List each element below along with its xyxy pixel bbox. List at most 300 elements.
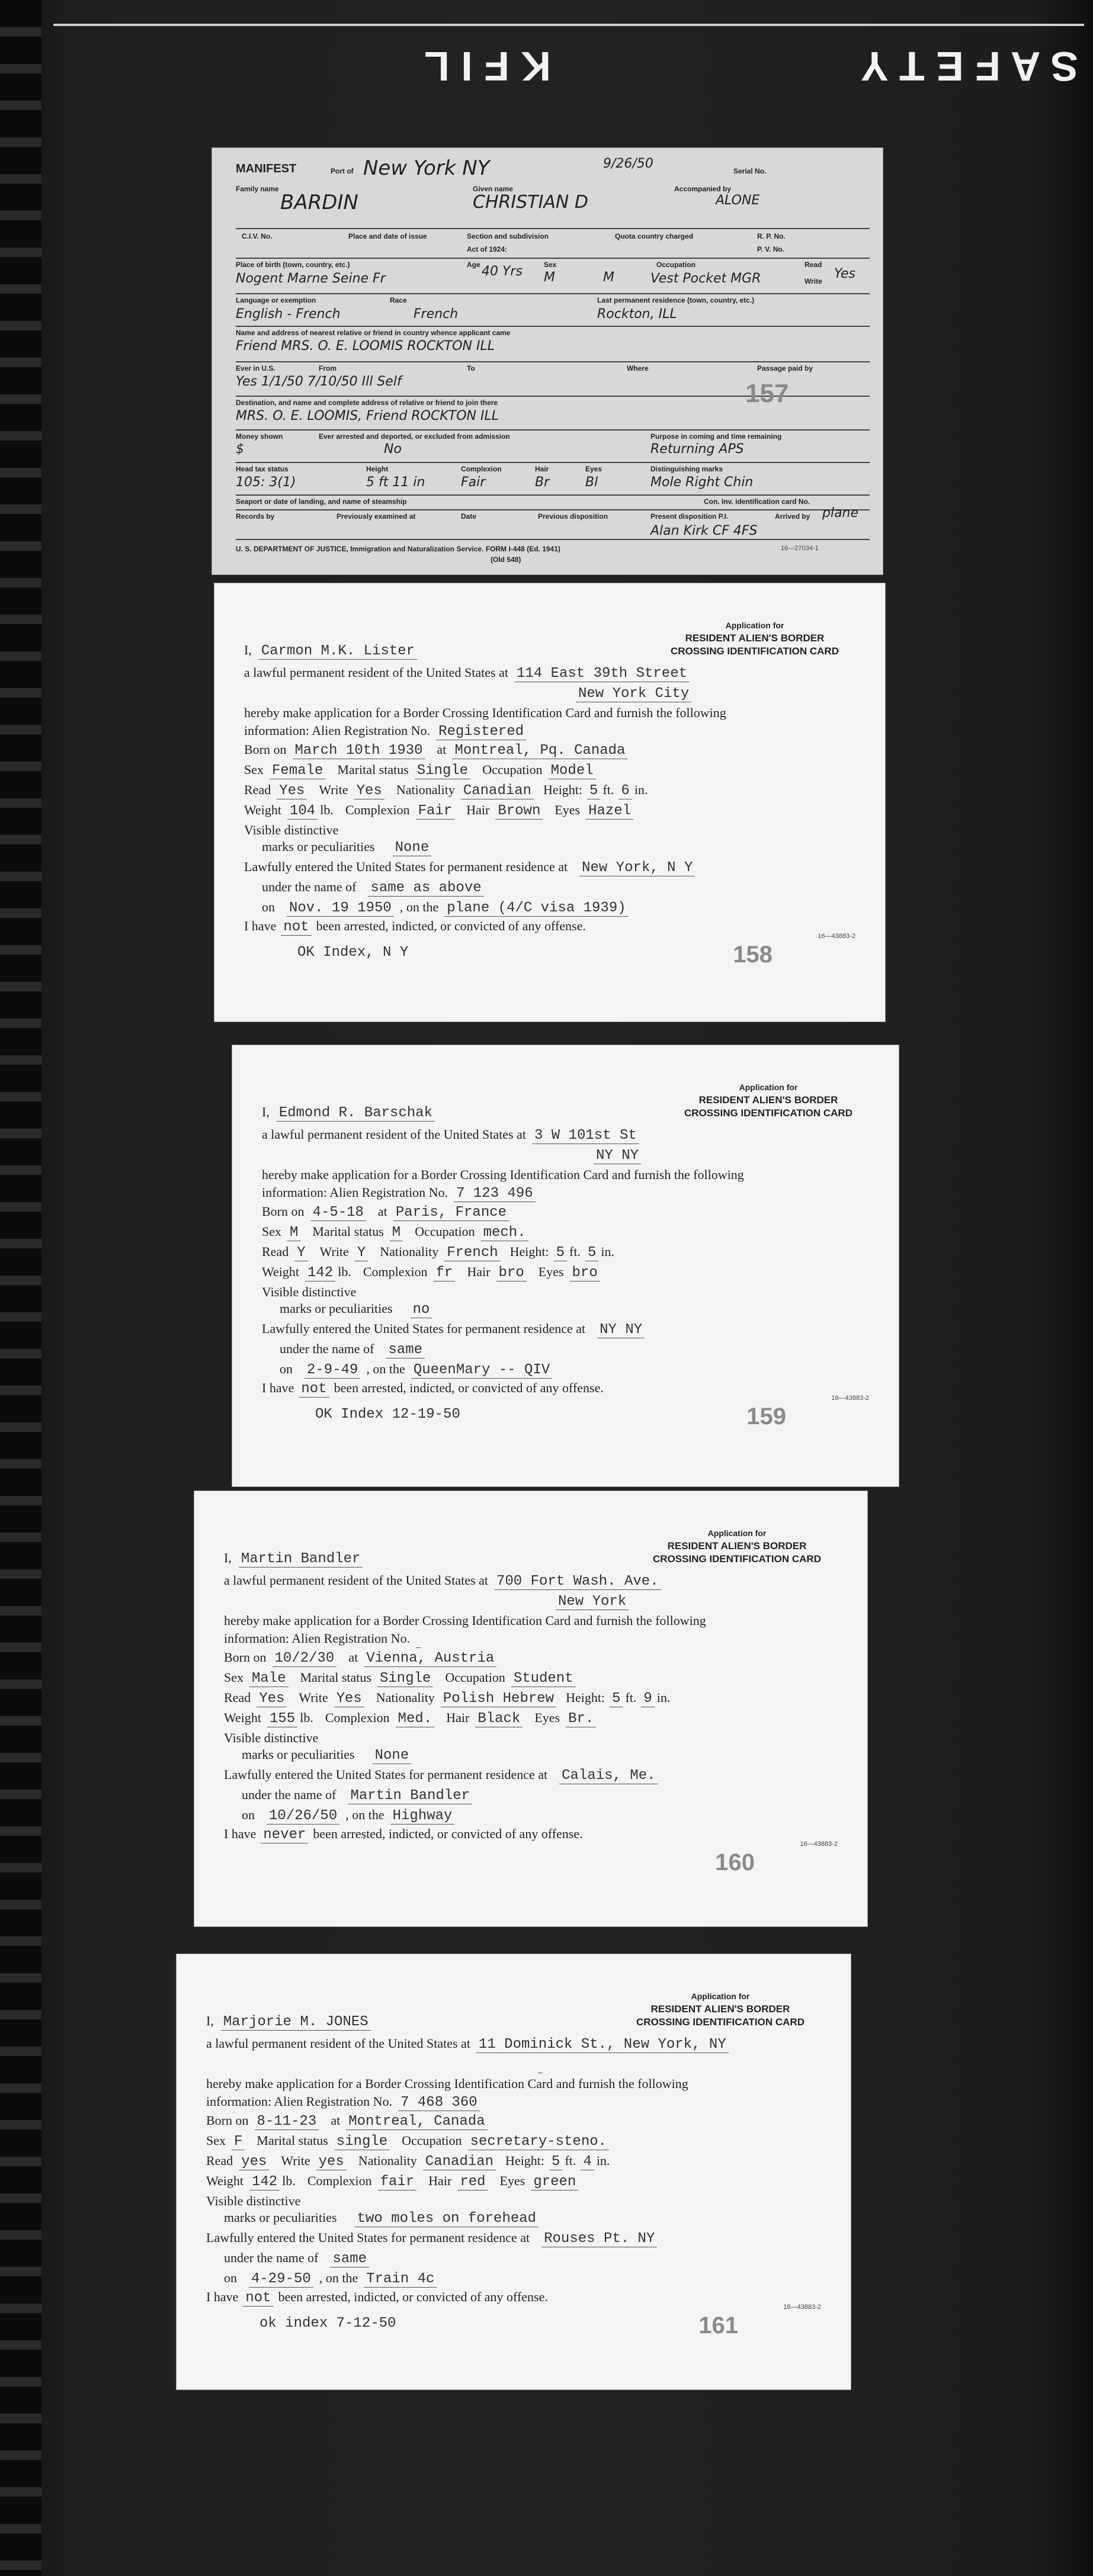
- form-line: [224, 1593, 629, 1610]
- marital-status-value: Single: [377, 1671, 433, 1687]
- occupation-value: Student: [511, 1671, 576, 1687]
- form-line: [244, 839, 431, 856]
- weight-value: 104: [287, 803, 318, 820]
- destination-value: MRS. O. E. LOOMIS, Friend ROCKTON ILL: [236, 409, 499, 423]
- form-line: [224, 1690, 670, 1707]
- money-label: Money shown: [236, 432, 283, 441]
- card-header-title1: RESIDENT ALIEN'S BORDER: [698, 1094, 838, 1106]
- form-line: [206, 2289, 548, 2306]
- form-line: [224, 1650, 496, 1666]
- hair-value: red: [457, 2174, 488, 2190]
- complexion-value: Med.: [396, 1711, 435, 1727]
- i-label: I,: [224, 1550, 232, 1565]
- occupation-value: Model: [549, 763, 596, 779]
- film-sprocket-holes: [0, 0, 41, 2576]
- complexion-value: fair: [378, 2174, 417, 2190]
- form-line: [224, 1631, 421, 1647]
- form-line: [262, 1224, 528, 1241]
- on-the-label: , on the: [319, 2270, 358, 2285]
- height-in-value: 4: [581, 2154, 594, 2170]
- old-form: (Old 548): [491, 555, 521, 564]
- marks-label: marks or peculiarities: [262, 839, 375, 854]
- write-value: Y: [355, 1245, 368, 1261]
- hereby-label: hereby make application for a Border Crossing Identification Card and furnish the following: [224, 1613, 706, 1628]
- port-label: Port of: [331, 167, 354, 175]
- weight-label: Weight: [244, 802, 281, 817]
- form-line: [224, 1730, 318, 1746]
- i-have-label: I have: [206, 2289, 239, 2304]
- sex-label: Sex: [224, 1670, 243, 1685]
- complexion-label: Complexion: [363, 1264, 428, 1279]
- civ-label: C.I.V. No.: [242, 232, 273, 240]
- under-name-label: under the name of: [242, 1787, 336, 1802]
- write-label: Write: [319, 1244, 349, 1259]
- eyes-label: Eyes: [499, 2173, 525, 2188]
- quota-label: Quota country charged: [615, 232, 694, 240]
- hereby-label: hereby make application for a Border Crossing Identification Card and furnish the following: [262, 1167, 744, 1182]
- visible-distinctive-label: Visible distinctive: [244, 823, 339, 837]
- form-line: [224, 1710, 596, 1727]
- form-line: [262, 1284, 356, 1300]
- form-line: [224, 1787, 472, 1804]
- address-2-value: New York City: [576, 686, 691, 702]
- card-header-title1: RESIDENT ALIEN'S BORDER: [650, 2003, 790, 2015]
- nationality-label: Nationality: [376, 1690, 435, 1705]
- alien-registration-label: information: Alien Registration No.: [262, 1185, 448, 1200]
- sex-label: Sex: [244, 762, 264, 777]
- form-line: [224, 1670, 576, 1687]
- born-at-label: at: [331, 2113, 341, 2128]
- sex-value: F: [232, 2134, 245, 2150]
- place-issue-label: Place and date of issue: [348, 232, 427, 240]
- born-at-value: Montreal, Pq. Canada: [452, 743, 627, 759]
- hereby-label: hereby make application for a Border Crossing Identification Card and furnish the following: [244, 705, 726, 720]
- arrested-value: not: [299, 1381, 329, 1398]
- entered-label: Lawfully entered the United States for permanent residence at: [224, 1767, 548, 1782]
- eyes-label: Eyes: [585, 465, 602, 473]
- address-1-value: 114 East 39th Street: [514, 666, 690, 682]
- address-1-value: 3 W 101st St: [532, 1128, 639, 1144]
- form-line: [206, 2173, 578, 2190]
- marital-status-label: Marital status: [312, 1224, 384, 1239]
- lb-label: lb.: [300, 1710, 313, 1725]
- write-value: yes: [316, 2154, 347, 2170]
- con-label: Con. Inv. identification card No.: [704, 497, 810, 506]
- accompanied-value: ALONE: [716, 193, 760, 208]
- read-label: Read: [262, 1244, 289, 1259]
- under-name-value: Martin Bandler: [348, 1788, 472, 1804]
- occupation-value: Vest Pocket MGR: [650, 271, 761, 286]
- height-label: Height:: [509, 1244, 549, 1259]
- destination-label: Destination, and name and complete address of relative or friend to join there: [236, 399, 498, 407]
- i-label: I,: [206, 2013, 214, 2028]
- race-value: French: [414, 307, 459, 322]
- nationality-value: French: [444, 1245, 500, 1261]
- lb-label: lb.: [338, 1264, 351, 1279]
- form-line: [262, 1127, 639, 1144]
- height-in-value: 6: [618, 783, 632, 799]
- residence-value: Rockton, ILL: [597, 307, 677, 322]
- form-line: [244, 643, 417, 659]
- hair-label: Hair: [535, 465, 549, 473]
- lb-label: lb.: [282, 2173, 296, 2188]
- write-value: Yes: [334, 1691, 364, 1707]
- hair-value: bro: [496, 1265, 527, 1281]
- read-label: Read: [804, 261, 822, 269]
- card-header-title1: RESIDENT ALIEN'S BORDER: [667, 1540, 807, 1552]
- arrested-value: not: [281, 919, 311, 936]
- lawful-resident-label: a lawful permanent resident of the United States at: [206, 2036, 470, 2051]
- card-header-title2: CROSSING IDENTIFICATION CARD: [684, 1107, 852, 1119]
- read-write-value: Yes: [834, 266, 856, 281]
- card-header-title2: CROSSING IDENTIFICATION CARD: [653, 1553, 821, 1565]
- birth-value: Nogent Marne Seine Fr: [236, 271, 386, 286]
- applicant-name-value: Martin Bandler: [239, 1551, 363, 1568]
- signature: Alan Kirk CF 4FS: [650, 523, 758, 538]
- alien-registration-value: 7 468 360: [398, 2095, 480, 2111]
- sex-value: Male: [249, 1671, 289, 1687]
- head-tax-value: 105: 3(1): [236, 475, 296, 490]
- index-note: OK Index, N Y: [297, 945, 409, 961]
- form-code: 16—43883-2: [831, 1395, 869, 1402]
- form-line: [262, 1204, 509, 1220]
- card-header: [624, 1527, 850, 1566]
- form-code: 16—43883-2: [818, 933, 855, 940]
- hereby-label: hereby make application for a Border Crossing Identification Card and furnish the following: [206, 2076, 688, 2091]
- on-label: on: [224, 2270, 237, 2285]
- form-line: [244, 705, 726, 721]
- money-value: $: [236, 442, 244, 457]
- purpose-label: Purpose in coming and time remaining: [650, 432, 782, 441]
- hair-label: Hair: [446, 1710, 470, 1725]
- born-on-value: 10/2/30: [273, 1650, 337, 1667]
- hair-label: Hair: [466, 802, 490, 817]
- read-label: Read: [224, 1690, 251, 1705]
- entry-by-value: Highway: [390, 1808, 455, 1825]
- occupation-label: Occupation: [482, 762, 543, 777]
- complexion-label: Complexion: [461, 465, 502, 473]
- language-label: Language or exemption: [236, 296, 316, 304]
- frame-number: 158: [733, 942, 773, 968]
- card-header-app-for: Application for: [707, 1528, 767, 1538]
- height-label: Height: [366, 465, 389, 473]
- entry-by-value: plane (4/C visa 1939): [444, 900, 628, 917]
- read-value: Y: [294, 1245, 307, 1261]
- under-name-label: under the name of: [280, 1341, 374, 1356]
- applicant-name-value: Edmond R. Barschak: [277, 1105, 435, 1122]
- ft-label: ft.: [625, 1690, 637, 1705]
- in-label: in.: [601, 1244, 615, 1259]
- marks-value: two moles on forehead: [355, 2211, 539, 2227]
- card-header-title2: CROSSING IDENTIFICATION CARD: [636, 2016, 804, 2028]
- form-code: 16—43883-2: [783, 2304, 821, 2311]
- eyes-value: Bl: [585, 475, 598, 490]
- address-1-value: 700 Fort Wash. Ave.: [494, 1573, 661, 1590]
- prev-disp-label: Previous disposition: [538, 512, 608, 521]
- form-line: [206, 2094, 480, 2111]
- marks-label: marks or peculiarities: [280, 1301, 393, 1316]
- marital-status-label: Marital status: [300, 1670, 371, 1685]
- form-line: [244, 918, 586, 935]
- form-line: [224, 1826, 583, 1843]
- address-2-value: NY NY: [594, 1148, 641, 1164]
- alien-registration-label: information: Alien Registration No.: [224, 1631, 411, 1646]
- applicant-name-value: Marjorie M. JONES: [221, 2014, 371, 2031]
- hair-value: Br: [535, 475, 550, 490]
- eyes-label: Eyes: [538, 1264, 564, 1279]
- read-value: yes: [239, 2154, 269, 2170]
- form-line: [244, 742, 627, 759]
- form-line: [206, 2036, 729, 2053]
- on-label: on: [280, 1361, 293, 1376]
- arrived-label: Arrived by: [775, 512, 810, 521]
- form-line: [244, 859, 695, 876]
- manifest-title: MANIFEST: [236, 162, 297, 175]
- born-at-value: Paris, France: [393, 1205, 509, 1221]
- under-name-label: under the name of: [224, 2250, 319, 2265]
- born-on-label: Born on: [224, 1650, 267, 1665]
- born-on-value: 4-5-18: [310, 1205, 366, 1221]
- language-value: English - French: [236, 307, 341, 322]
- visible-distinctive-label: Visible distinctive: [206, 2193, 301, 2208]
- form-line: [262, 1341, 425, 1358]
- form-line: [262, 1104, 435, 1121]
- application-card: [177, 1954, 851, 2389]
- nationality-value: Canadian: [423, 2154, 496, 2170]
- department-line: U. S. DEPARTMENT OF JUSTICE, Immigration and Naturalization Service. FORM I-448 (Ed. 1941): [236, 545, 560, 553]
- form-line: [224, 1573, 661, 1589]
- section-label: Section and subdivision: [467, 232, 549, 240]
- complexion-label: Complexion: [307, 2173, 372, 2188]
- born-at-label: at: [348, 1650, 358, 1665]
- i-have-label: I have: [224, 1826, 257, 1841]
- height-in-value: 9: [641, 1691, 654, 1707]
- form-line: [244, 879, 484, 896]
- under-name-value: same: [386, 1342, 425, 1358]
- height-ft-value: 5: [610, 1691, 623, 1707]
- entry-on-value: 2-9-49: [304, 1362, 360, 1379]
- from-label: From: [319, 364, 336, 372]
- form-line: [206, 2250, 369, 2267]
- card-header-title1: RESIDENT ALIEN'S BORDER: [685, 632, 825, 644]
- arrested-tail-label: been arrested, indicted, or convicted of any offense.: [334, 1380, 604, 1395]
- lawful-resident-label: a lawful permanent resident of the United States at: [262, 1127, 526, 1142]
- form-line: [206, 2013, 371, 2030]
- arrested-value: not: [243, 2290, 273, 2307]
- form-line: [244, 685, 691, 702]
- nationality-label: Nationality: [380, 1244, 439, 1259]
- act-label: Act of 1924:: [467, 245, 508, 253]
- purpose-value: Returning APS: [650, 442, 744, 457]
- marks-label: marks or peculiarities: [224, 2210, 337, 2225]
- form-line: [244, 665, 690, 682]
- height-in-value: 5: [585, 1245, 598, 1261]
- ft-label: ft.: [602, 782, 614, 797]
- to-label: To: [467, 364, 475, 372]
- address-2-value: New York: [556, 1594, 629, 1610]
- on-label: on: [262, 900, 275, 914]
- form-line: [224, 1807, 454, 1824]
- form-line: [206, 2210, 539, 2227]
- serial-label: Serial No.: [733, 167, 767, 175]
- form-line: [262, 1380, 604, 1397]
- born-on-label: Born on: [244, 742, 287, 757]
- deported-value: No: [384, 442, 402, 457]
- hair-label: Hair: [467, 1264, 491, 1279]
- nationality-value: Polish Hebrew: [441, 1691, 556, 1707]
- entry-on-value: 4-29-50: [249, 2271, 313, 2288]
- marks-value: None: [373, 1748, 412, 1764]
- form-line: [206, 2133, 609, 2150]
- frame-number: 161: [698, 2312, 738, 2339]
- write-value: Yes: [354, 783, 384, 799]
- name-address-label: Name and address of nearest relative or friend in country whence applicant came: [236, 329, 511, 337]
- manifest-form-code: 16—27034-1: [781, 545, 819, 552]
- write-label: Write: [281, 2153, 310, 2168]
- alien-registration-value: [416, 1631, 421, 1648]
- form-line: [244, 782, 648, 799]
- marks-value: None: [393, 840, 432, 856]
- seaport-label: Seaport or date of landing, and name of steamship: [236, 497, 407, 506]
- age-value: 40 Yrs: [482, 264, 523, 279]
- form-line: [206, 2270, 437, 2287]
- form-line: [262, 1301, 432, 1318]
- height-ft-value: 5: [549, 2154, 562, 2170]
- marks-value: Mole Right Chin: [650, 475, 754, 490]
- marital-status-value: Single: [415, 763, 470, 779]
- port-value: New York NY: [363, 156, 490, 180]
- card-header-title2: CROSSING IDENTIFICATION CARD: [671, 645, 839, 657]
- entry-by-value: Train 4c: [364, 2271, 437, 2288]
- form-line: [206, 2113, 488, 2129]
- marks-value: no: [411, 1302, 432, 1318]
- weight-label: Weight: [262, 1264, 299, 1279]
- under-name-value: same: [330, 2251, 369, 2267]
- given-name-value: CHRISTIAN D: [473, 192, 589, 213]
- form-line: [262, 1244, 614, 1261]
- application-card: [232, 1045, 899, 1486]
- form-line: [262, 1147, 641, 1164]
- entered-at-value: New York, N Y: [579, 860, 695, 876]
- born-on-label: Born on: [206, 2113, 249, 2128]
- prev-exam-label: Previously examined at: [336, 512, 416, 521]
- nationality-label: Nationality: [396, 782, 455, 797]
- frame-number: 160: [715, 1849, 755, 1875]
- form-line: [262, 1167, 744, 1183]
- i-have-label: I have: [244, 918, 277, 933]
- address-2-value: [538, 2057, 543, 2073]
- index-note: OK Index 12-19-50: [315, 1406, 460, 1422]
- age-label: Age: [467, 261, 480, 269]
- nationality-value: Canadian: [461, 783, 534, 799]
- card-header: [656, 1081, 881, 1120]
- born-on-label: Born on: [262, 1204, 304, 1219]
- weight-value: 142: [249, 2174, 280, 2190]
- i-label: I,: [244, 643, 252, 657]
- ever-us-label: Ever in U.S.: [236, 364, 275, 372]
- form-line: [206, 2230, 657, 2247]
- sex-value: Female: [270, 763, 325, 779]
- head-tax-label: Head tax status: [236, 465, 289, 473]
- eyes-value: bro: [570, 1265, 600, 1281]
- height-value: 5 ft 11 in: [366, 475, 425, 490]
- height-label: Height:: [543, 782, 583, 797]
- marital-status-label: Marital status: [257, 2133, 328, 2148]
- form-line: [262, 1264, 600, 1281]
- card-header-app-for: Application for: [725, 621, 784, 630]
- height-ft-value: 5: [554, 1245, 567, 1261]
- form-line: [244, 762, 596, 779]
- form-line: [224, 1747, 411, 1764]
- race-label: Race: [390, 296, 407, 304]
- read-label: Read: [244, 782, 271, 797]
- read-value: Yes: [257, 1691, 287, 1707]
- eyes-value: Br.: [566, 1711, 596, 1727]
- height-ft-value: 5: [587, 783, 600, 799]
- eyes-label: Eyes: [554, 802, 581, 817]
- eyes-label: Eyes: [534, 1710, 560, 1725]
- where-label: Where: [627, 364, 649, 372]
- alien-registration-label: information: Alien Registration No.: [244, 723, 431, 738]
- marital-status-value: M: [390, 1225, 403, 1241]
- form-line: [224, 1550, 363, 1567]
- weight-label: Weight: [224, 1710, 261, 1725]
- form-line: [224, 1613, 706, 1629]
- entered-at-value: Calais, Me.: [559, 1768, 658, 1784]
- family-name-value: BARDIN: [280, 191, 358, 214]
- in-label: in.: [596, 2153, 610, 2168]
- occupation-label: Occupation: [415, 1224, 475, 1239]
- card-header: [642, 619, 867, 658]
- records-label: Records by: [236, 512, 275, 521]
- visible-distinctive-label: Visible distinctive: [262, 1284, 357, 1299]
- deported-label: Ever arrested and deported, or excluded from admission: [319, 432, 510, 441]
- passage-label: Passage paid by: [757, 364, 813, 372]
- form-line: [224, 1767, 658, 1784]
- occupation-label: Occupation: [445, 1670, 505, 1685]
- hair-value: Black: [475, 1711, 523, 1727]
- on-the-label: , on the: [345, 1807, 384, 1822]
- hair-value: Brown: [495, 803, 543, 820]
- form-line: [262, 1321, 645, 1338]
- form-line: [244, 823, 338, 838]
- index-note: ok index 7-12-50: [259, 2315, 396, 2331]
- sex-label: Sex: [262, 1224, 281, 1239]
- entry-on-value: Nov. 19 1950: [287, 900, 394, 917]
- sex-value: M: [544, 270, 555, 285]
- form-line: [206, 2153, 610, 2170]
- occupation-label: Occupation: [656, 261, 696, 269]
- marks-label: Distinguishing marks: [650, 465, 723, 473]
- ft-label: ft.: [565, 2153, 576, 2168]
- under-name-label: under the name of: [262, 879, 357, 894]
- form-line: [262, 1185, 536, 1202]
- eyes-value: Hazel: [586, 803, 633, 820]
- write-label: Write: [804, 277, 822, 285]
- weight-value: 142: [305, 1265, 335, 1281]
- card-header: [608, 1990, 833, 2029]
- in-label: in.: [634, 782, 648, 797]
- complexion-label: Complexion: [345, 802, 410, 817]
- manifest-card: [212, 148, 883, 574]
- lb-label: lb.: [320, 802, 334, 817]
- alien-registration-label: information: Alien Registration No.: [206, 2094, 393, 2109]
- born-at-label: at: [377, 1204, 387, 1219]
- entry-by-value: QueenMary -- QIV: [411, 1362, 552, 1379]
- card-header-app-for: Application for: [739, 1083, 798, 1092]
- film-edge-text-left: K F I L: [424, 43, 551, 89]
- under-name-value: same as above: [368, 880, 483, 897]
